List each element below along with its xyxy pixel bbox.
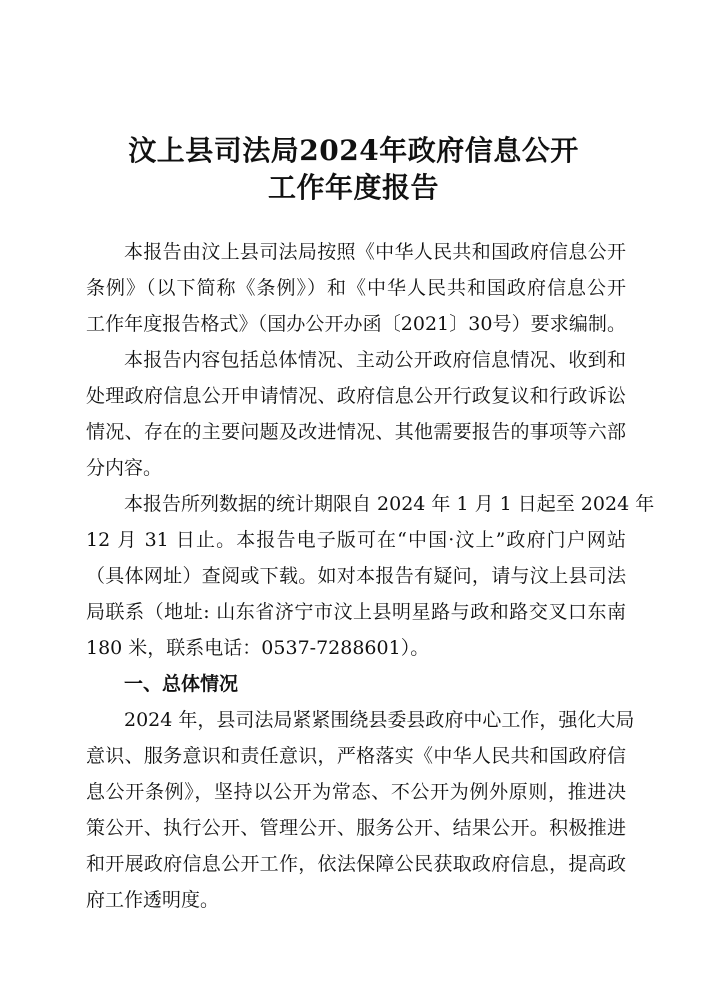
- paragraph-line: 情况、存在的主要问题及改进情况、其他需要报告的事项等六部: [86, 421, 626, 443]
- paragraph-line: 息公开条例》，坚持以公开为常态、不公开为例外原则，推进决: [86, 781, 626, 803]
- paragraph-line: 工作年度报告格式》（国办公开办函〔2021〕30号）要求编制。: [86, 313, 626, 335]
- paragraph-line: 分内容。: [86, 457, 163, 479]
- paragraph-line: 府工作透明度。: [86, 889, 220, 911]
- report-title-line1: 汶上县司法局2024年政府信息公开: [128, 134, 579, 167]
- paragraph-line: 本报告由汶上县司法局按照《中华人民共和国政府信息公开: [124, 241, 626, 263]
- paragraph-line: 意识、服务意识和责任意识，严格落实《中华人民共和国政府信: [86, 745, 626, 767]
- paragraph-line: 180 米，联系电话：0537-7288601）。: [86, 637, 430, 659]
- section-heading-overview: 一、总体情况: [124, 673, 239, 695]
- paragraph-line: 本报告所列数据的统计期限自 2024 年 1 月 1 日起至 2024 年: [124, 493, 655, 515]
- paragraph-line: 条例》（以下简称《条例》）和《中华人民共和国政府信息公开: [86, 277, 626, 299]
- paragraph-overview: [86, 702, 635, 918]
- paragraph-line: 2024 年，县司法局紧紧围绕县委县政府中心工作，强化大局: [124, 709, 635, 731]
- paragraph-contents: [86, 342, 626, 486]
- report-body: [86, 234, 655, 918]
- paragraph-line: 处理政府信息公开申请情况、政府信息公开行政复议和行政诉讼: [86, 385, 626, 407]
- paragraph-line: 和开展政府信息公开工作，依法保障公民获取政府信息，提高政: [86, 853, 626, 875]
- paragraph-statistics-period: [86, 486, 655, 666]
- paragraph-line: 12 月 31 日止。本报告电子版可在“中国·汶上”政府门户网站: [86, 529, 626, 551]
- paragraph-line: 局联系（地址: 山东省济宁市汶上县明星路与政和路交叉口东南: [86, 601, 626, 623]
- report-title-line2: 工作年度报告: [267, 171, 439, 204]
- paragraph-line: 本报告内容包括总体情况、主动公开政府信息情况、收到和: [124, 349, 626, 371]
- paragraph-line: 策公开、执行公开、管理公开、服务公开、结果公开。积极推进: [86, 817, 626, 839]
- paragraph-intro: [86, 234, 626, 342]
- paragraph-line: （具体网址）查阅或下载。如对本报告有疑问，请与汶上县司法: [86, 565, 626, 587]
